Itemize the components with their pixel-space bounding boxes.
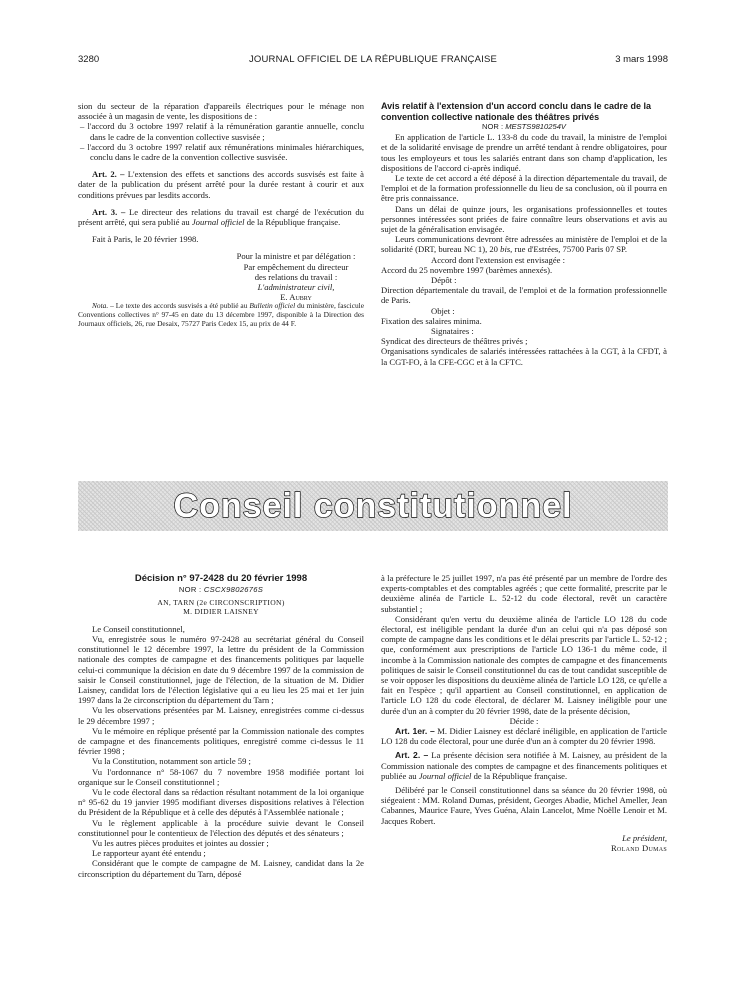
considerant-2: Considérant qu'en vertu du deuxième alinéa de l'article LO 128 du code électoral, est inéligible pendant la durée d'un an celui qui n'a pas déposé son compte de campagne dans les conditions et le délai prescrits par l'article L. 52-12 ; que, conformément aux prescriptions de l'article LO 136-1 du même code, il incombe à la Commission nationale des comptes de campagne et des financements politiques de saisir le Conseil constitutionnel du cas de tout candidat susceptible de se voir opposer les dispositions du deuxième alinéa de l'article LO 128, ce qu'elle a fait en l'espèce ; qu'il appartient au Conseil constitutionnel, en application de l'article LO 128 du code électoral, de déclarer M. Laisney inéligible pour une durée d'un an à compter du 20 février 1998, date de la présente décision, [381, 613, 667, 716]
nota-note [78, 302, 364, 328]
president-label: Le président, [622, 832, 667, 843]
decision-nor: NOR : CSCX9802676S [178, 585, 264, 594]
decision-right-column [381, 573, 667, 853]
avis-nor-code: MESTS9810254V [505, 122, 566, 131]
decide-heading: Décide : [509, 715, 539, 726]
decision-article-2: Art. 2. – La présente décision sera notifiée à M. Laisney, au président de la Commission nationale des comptes de campagne et des financements politiques et publiée au Journal officiel de la République française. [381, 750, 667, 781]
considerant-1-end: à la préfecture le 25 juillet 1997, n'a pas été présenté par un membre de l'ordre des experts-comptables et des comptables agréés ; que cette formalité, prescrite par le deuxième alinéa de l'article L. 52-12 du code électoral, revêt un caractère substantiel ; [381, 573, 667, 614]
decision-article-1-label: Art. 1er. – [395, 726, 435, 737]
signature-line-1: Pour la ministre et par délégation : [236, 251, 356, 262]
article-3-text-b: de la République française. [244, 217, 341, 228]
visa-3: Vu le mémoire en réplique présenté par la Commission nationale des comptes de campagne et des financements politiques, enregistré comme ci-dessus le 11 février 1998 ; [78, 725, 364, 757]
page-number: 3280 [78, 54, 100, 65]
signataire-1: Syndicat des directeurs de théâtres privés ; [381, 336, 528, 347]
nota-text-a: – Le texte des accords susvisés a été publié au [108, 301, 250, 311]
decision-left-column [78, 573, 364, 879]
decision-subtitle-2: M. DIDIER LAISNEY [183, 607, 259, 617]
article-3 [78, 207, 364, 227]
decision-article-2-label: Art. 2. – [395, 750, 429, 761]
avis-column [381, 101, 667, 367]
visa-1: Vu, enregistrée sous le numéro 97-2428 au secrétariat général du Conseil constitutionnel le 12 décembre 1997, la lettre du président de la Commission nationale des comptes de campagne et des financements politiques par laquelle celui-ci communique la décision en date du 9 décembre 1997 de la commission de saisir le Conseil constitutionnel, juge de l'élection, de la situation de M. Didier Laisney, candidat lors de l'élection législative qui a eu lieu les 25 mai et 1er juin 1997 dans la 2e circonscription du département du Tarn ; [78, 633, 364, 706]
signature-line-4: L'administrateur civil, [257, 282, 335, 293]
avis-nor: NOR : MESTS9810254V [481, 122, 566, 131]
visa-5: Vu l'ordonnance n° 58-1067 du 7 novembre 1958 modifiée portant loi organique sur le Conseil constitutionnel ; [78, 766, 364, 787]
objet-text: Fixation des salaires minima. [381, 315, 482, 326]
section-banner-title: Conseil constitutionnel [173, 486, 573, 525]
visa-2: Vu les observations présentées par M. Laisney, enregistrées comme ci-dessus le 29 décembre 1997 ; [78, 705, 364, 726]
nota-text-b: du ministère, fascicule Conventions collectives n° 97-45 en date du 13 décembre 1997, disponible à la Direction des Journaux officiels, 26, rue Desaix, 75727 Paris Cedex 15, au prix de 44 F. [78, 301, 365, 328]
signature-line-3: des relations du travail : [254, 271, 338, 282]
avis-paragraph-4: Leurs communications devront être adressées au ministère de l'emploi et de la solidarité (DRT, bureau NC 1), 20 bis, rue d'Estrées, 75700 Paris 07 SP. [381, 234, 667, 255]
section-banner [78, 481, 668, 531]
issue-date: 3 mars 1998 [615, 54, 668, 65]
visa-8: Vu les autres pièces produites et jointes au dossier ; [92, 838, 269, 849]
accord-item-2: – l'accord du 3 octobre 1997 relatif aux rémunérations minimales hiérarchiques, conclu dans le cadre de la convention collective susvisée. [80, 141, 364, 163]
avis-paragraph-2: Le texte de cet accord a été déposé à la direction départementale du travail, de l'emploi et de la formation professionnelle du lieu de sa conclusion, où il pourra en être pris connaissance. [381, 173, 667, 204]
signataire-2: Organisations syndicales de salariés intéressées rattachées à la CGT, à la CFDT, à la CGT-FO, à la CFE-CGC et à la CFTC. [381, 346, 667, 367]
deliberation: Délibéré par le Conseil constitutionnel dans sa séance du 20 février 1998, où siégeaient : MM. Roland Dumas, président, Georges Abadie, Michel Ameller, Jean Cabannes, Maurice Faure, Yves Guéna, Alain Lancelot, Mme Noëlle Lenoir et M. Jacques Robert. [381, 785, 667, 826]
accord-label: Accord dont l'extension est envisagée : [431, 254, 565, 265]
visa-6: Vu le code électoral dans sa rédaction résultant notamment de la loi organique n° 95-62 du 19 janvier 1995 modifiant diverses dispositions relatives à l'élection du Président de la République et à celle des députés à l'Assemblée nationale ; [78, 787, 364, 818]
article-3-label: Art. 3. – [92, 206, 126, 217]
journal-officiel-ref: Journal officiel [191, 217, 245, 228]
considerant-1-start: Considérant que le compte de campagne de M. Laisney, candidat dans la 2e circonscription du département du Tarn, déposé [78, 858, 364, 879]
signatory-name: E. Aubry [280, 292, 312, 303]
arrete-continuation-column [78, 101, 364, 328]
visa-9: Le rapporteur ayant été entendu ; [92, 848, 206, 859]
fait-a-paris: Fait à Paris, le 20 février 1998. [92, 234, 199, 245]
running-header [78, 54, 668, 68]
article-2-text: L'extension des effets et sanctions des accords susvisés est faite à dater de la publication du présent arrêté pour la durée restant à courir et aux conditions prévues par lesdits accords. [78, 169, 364, 200]
article-3-text-a: Le directeur des relations du travail est chargé de l'exécution du présent arrêté, qui sera publié au [78, 206, 364, 228]
decision-subtitle-1: AN, TARN (2e CIRCONSCRIPTION) [157, 597, 285, 607]
depot-text: Direction départementale du travail, de l'emploi et de la formation professionnelle de Paris. [381, 285, 667, 306]
objet-label: Objet : [431, 305, 455, 316]
signature-line-2: Par empêchement du directeur [243, 261, 349, 272]
avis-title: Avis relatif à l'extension d'un accord conclu dans le cadre de la convention collective nationale des théâtres privés [381, 101, 652, 122]
avis-paragraph-1: En application de l'article L. 133-8 du code du travail, la ministre de l'emploi et de la solidarité envisage de prendre un arrêté tendant à rendre obligatoires, pour tous les employeurs et tous les salariés entrant dans son champ d'application, les dispositions de l'accord ci-après indiqué. [381, 132, 667, 173]
article-2-label: Art. 2. – [92, 169, 125, 180]
signature-block [78, 251, 364, 302]
visa-4: Vu la Constitution, notamment son article 59 ; [92, 756, 251, 767]
accord-item-1: – l'accord du 3 octobre 1997 relatif à la rémunération garantie annuelle, conclu dans le cadre de la convention collective susvisée ; [80, 121, 364, 142]
decision-nor-code: CSCX9802676S [203, 585, 264, 594]
decision-article-1: Art. 1er. – M. Didier Laisney est déclaré inéligible, en application de l'article LO 128 du code électoral, pour une durée d'un an à compter du 20 février 1998. [381, 726, 667, 747]
article-2 [78, 169, 364, 200]
nota-label: Nota. [92, 301, 109, 311]
avis-paragraph-3: Dans un délai de quinze jours, les organisations professionnelles et toutes personnes intéressées sont priées de faire connaître leurs observations et avis au sujet de la généralisation envisagée. [381, 203, 667, 235]
decision-title: Décision n° 97-2428 du 20 février 1998 [134, 573, 308, 584]
visa-7: Vu le règlement applicable à la procédure suivie devant le Conseil constitutionnel pour le contentieux de l'élection des députés et des sénateurs ; [78, 817, 364, 838]
accord-text: Accord du 25 novembre 1997 (barèmes annexés). [381, 264, 553, 275]
decision-opening: Le Conseil constitutionnel, [92, 623, 185, 634]
bulletin-officiel-ref: Bulletin officiel [249, 301, 296, 311]
president-name: Roland Dumas [610, 843, 667, 854]
journal-title: JOURNAL OFFICIEL DE LA RÉPUBLIQUE FRANÇAISE [248, 54, 498, 65]
arrete-intro: sion du secteur de la réparation d'appareils électriques pour le ménage non associée à un magasin de vente, les dispositions de : [78, 101, 364, 122]
signataires-label: Signataires : [431, 326, 474, 337]
depot-label: Dépôt : [431, 275, 457, 286]
